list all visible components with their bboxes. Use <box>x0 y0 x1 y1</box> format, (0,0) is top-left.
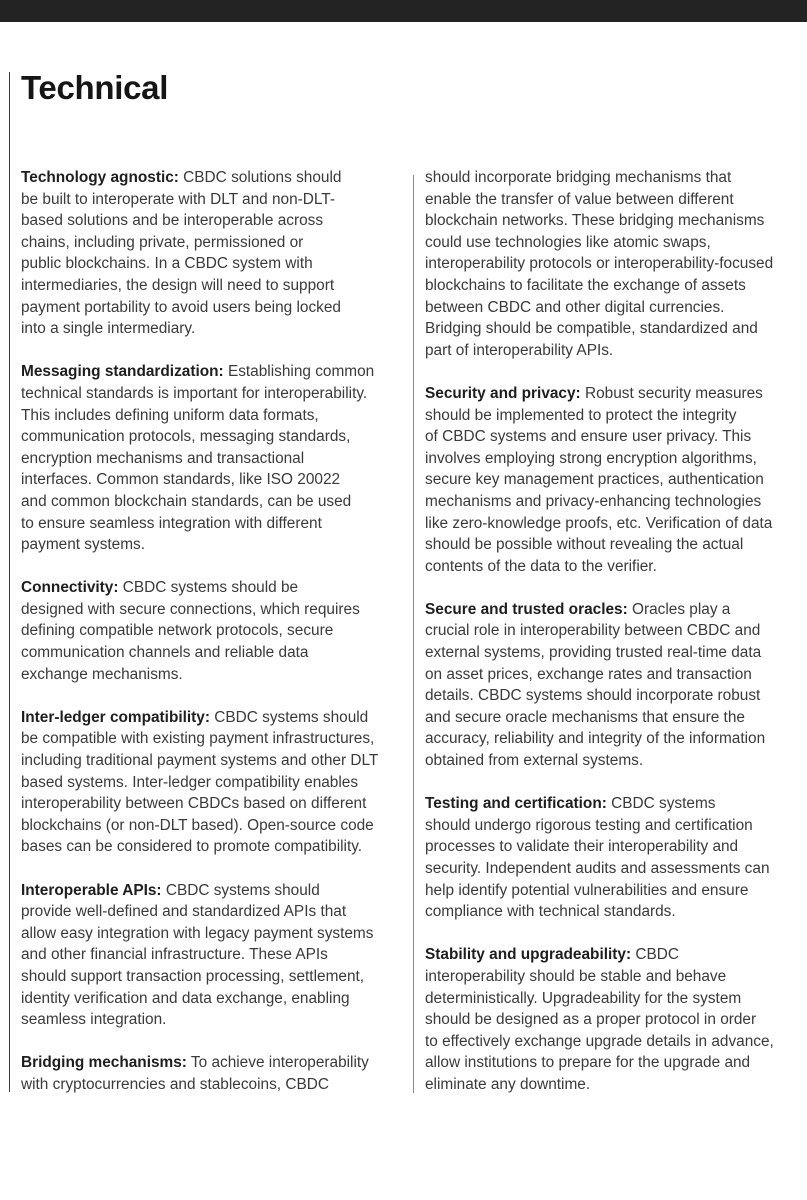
text-line <box>21 901 406 923</box>
text-line <box>425 232 803 254</box>
body-text: deterministically. Upgradeability for the system <box>425 989 742 1007</box>
text-line <box>425 167 803 189</box>
body-text: public blockchains. In a CBDC system with <box>21 255 313 273</box>
body-text: crucial role in interoperability between CBDC and <box>425 622 761 640</box>
body-text: communication protocols, messaging standards, <box>21 428 351 446</box>
text-line <box>425 405 803 427</box>
body-text: CBDC systems <box>606 795 716 813</box>
text-line <box>425 534 803 556</box>
text-line <box>425 944 803 966</box>
body-text: payment systems. <box>21 536 146 554</box>
body-text: interoperability between CBDCs based on different <box>21 795 367 813</box>
body-text: exchange mechanisms. <box>21 665 183 683</box>
text-line <box>21 988 406 1010</box>
text-line <box>21 836 406 858</box>
text-line <box>425 513 803 535</box>
body-text: like zero-knowledge proofs, etc. Verification of data <box>425 514 773 532</box>
text-line <box>21 189 406 211</box>
text-line <box>21 815 406 837</box>
text-line <box>425 297 803 319</box>
body-text: enable the transfer of value between different <box>425 190 734 208</box>
text-line <box>425 253 803 275</box>
text-line <box>425 966 803 988</box>
text-line <box>21 1009 406 1031</box>
text-line <box>21 253 406 275</box>
body-text: should be implemented to protect the integrity <box>425 406 737 424</box>
body-text: allow institutions to prepare for the upgrade and <box>425 1054 751 1072</box>
text-line <box>21 210 406 232</box>
left-section-interoperable-apis <box>21 880 406 1031</box>
body-text: Robust security measures <box>580 384 763 402</box>
text-line <box>21 232 406 254</box>
text-line <box>21 577 406 599</box>
left-section-inter-ledger-compatibility <box>21 707 406 858</box>
body-text: CBDC solutions should <box>178 169 342 186</box>
text-line <box>21 880 406 902</box>
body-text: into a single intermediary. <box>21 320 196 338</box>
body-text: CBDC systems should <box>161 881 320 899</box>
left-section-bridging-mechanisms <box>21 1052 406 1095</box>
section-heading: Bridging mechanisms: <box>21 1054 187 1072</box>
text-line <box>21 469 406 491</box>
text-line <box>21 491 406 513</box>
text-line <box>425 750 803 772</box>
right-section-security-and-privacy <box>425 383 803 577</box>
body-text: and other financial infrastructure. These APIs <box>21 946 328 964</box>
body-text: help identify potential vulnerabilities and ensure <box>425 881 749 899</box>
body-text: designed with secure connections, which requires <box>21 600 360 618</box>
body-text: to effectively exchange upgrade details in advance, <box>425 1032 774 1050</box>
text-line <box>425 340 803 362</box>
body-text: eliminate any downtime. <box>425 1075 591 1093</box>
body-text: obtained from external systems. <box>425 752 644 770</box>
section-heading: Security and privacy: <box>425 384 581 402</box>
text-line <box>21 383 406 405</box>
text-line <box>21 923 406 945</box>
text-line <box>21 426 406 448</box>
body-text: contents of the data to the verifier. <box>425 557 657 575</box>
right-section-testing-and-certification <box>425 793 803 923</box>
text-line <box>425 599 803 621</box>
text-line <box>425 836 803 858</box>
body-text: mechanisms and privacy-enhancing technologies <box>425 492 762 510</box>
body-text: should incorporate bridging mechanisms that <box>425 169 732 186</box>
text-line <box>425 469 803 491</box>
right-section-stability-and-upgradeability <box>425 944 803 1095</box>
body-text: be built to interoperate with DLT and non-DLT- <box>21 190 335 208</box>
column-divider <box>413 175 414 1093</box>
body-text: to ensure seamless integration with different <box>21 514 322 532</box>
text-line <box>21 405 406 427</box>
text-line <box>21 1074 406 1096</box>
text-line <box>425 664 803 686</box>
text-line <box>425 901 803 923</box>
text-line <box>21 599 406 621</box>
text-line <box>425 426 803 448</box>
text-line <box>425 988 803 1010</box>
text-line <box>425 1052 803 1074</box>
text-line <box>425 728 803 750</box>
body-text: CBDC systems should <box>210 708 369 726</box>
body-text: allow easy integration with legacy payment systems <box>21 924 374 942</box>
text-line <box>21 642 406 664</box>
section-heading: Testing and certification: <box>425 795 607 813</box>
body-text: should undergo rigorous testing and certification <box>425 816 753 834</box>
body-text: and common blockchain standards, can be used <box>21 492 352 510</box>
page-title: Technical <box>21 69 169 106</box>
body-text: including traditional payment systems and other DLT <box>21 752 379 770</box>
left-column <box>21 167 406 1117</box>
body-text: interfaces. Common standards, like ISO 20022 <box>21 471 341 489</box>
body-text: payment portability to avoid users being locked <box>21 298 341 316</box>
text-line <box>425 556 803 578</box>
text-line <box>21 944 406 966</box>
body-text: defining compatible network protocols, secure <box>21 622 334 640</box>
text-line <box>21 707 406 729</box>
body-text: based systems. Inter-ledger compatibility enables <box>21 773 359 791</box>
text-line <box>425 642 803 664</box>
section-heading: Stability and upgradeability: <box>425 946 632 964</box>
body-text: should be designed as a proper protocol in order <box>425 1011 757 1029</box>
right-section-secure-and-trusted-oracles <box>425 599 803 772</box>
text-line <box>425 275 803 297</box>
left-margin-rule <box>9 72 10 1092</box>
text-line <box>21 620 406 642</box>
body-text: of CBDC systems and ensure user privacy. This <box>425 428 752 446</box>
body-text: provide well-defined and standardized APIs that <box>21 903 347 921</box>
body-text: external systems, providing trusted real-time data <box>425 644 762 662</box>
body-text: be compatible with existing payment infrastructures, <box>21 730 375 748</box>
text-line <box>21 448 406 470</box>
body-text: and secure oracle mechanisms that ensure the <box>425 708 745 726</box>
text-line <box>425 793 803 815</box>
body-text: blockchains (or non-DLT based). Open-source code <box>21 816 374 834</box>
section-heading: Technology agnostic: <box>21 169 179 186</box>
text-line <box>425 707 803 729</box>
text-line <box>425 448 803 470</box>
text-line <box>21 297 406 319</box>
body-text: secure key management practices, authentication <box>425 471 764 489</box>
text-line <box>21 318 406 340</box>
body-text: details. CBDC systems should incorporate robust <box>425 687 761 705</box>
body-text: communication channels and reliable data <box>21 644 309 662</box>
text-line <box>425 1074 803 1096</box>
body-text: This includes defining uniform data formats, <box>21 406 319 424</box>
text-line <box>21 966 406 988</box>
text-line <box>21 361 406 383</box>
text-line <box>21 750 406 772</box>
text-line <box>21 1052 406 1074</box>
right-section-continued-paragraph <box>425 167 803 361</box>
body-text: blockchain networks. These bridging mechanisms <box>425 212 765 230</box>
text-line <box>21 664 406 686</box>
body-text: encryption mechanisms and transactional <box>21 449 305 467</box>
text-line <box>425 685 803 707</box>
section-heading: Secure and trusted oracles: <box>425 600 628 618</box>
top-bar <box>0 0 807 22</box>
section-heading: Connectivity: <box>21 579 119 597</box>
body-text: Establishing common <box>223 363 375 381</box>
text-line <box>425 383 803 405</box>
text-line <box>21 275 406 297</box>
text-line <box>425 1031 803 1053</box>
body-text: CBDC systems should be <box>118 579 299 597</box>
body-text: involves employing strong encryption algorithms, <box>425 449 757 467</box>
body-text: security. Independent audits and assessments can <box>425 860 770 877</box>
text-line <box>21 534 406 556</box>
left-section-technology-agnostic <box>21 167 406 340</box>
text-line <box>21 728 406 750</box>
body-text: part of interoperability APIs. <box>425 341 614 359</box>
body-text: interoperability should be stable and behave <box>425 967 727 985</box>
text-line <box>425 880 803 902</box>
body-text: Bridging should be compatible, standardized and <box>425 320 758 338</box>
body-text: could use technologies like atomic swaps, <box>425 233 711 251</box>
text-line <box>425 189 803 211</box>
body-text: on asset prices, exchange rates and transaction <box>425 665 752 683</box>
body-text: compliance with technical standards. <box>425 903 676 921</box>
body-text: interoperability protocols or interoperability-focused <box>425 255 774 273</box>
body-text: intermediaries, the design will need to support <box>21 276 335 294</box>
body-text: based solutions and be interoperable across <box>21 212 324 230</box>
section-heading: Inter-ledger compatibility: <box>21 708 210 726</box>
body-text: blockchains to facilitate the exchange of assets <box>425 276 746 294</box>
text-line <box>425 210 803 232</box>
text-line <box>425 620 803 642</box>
body-text: processes to validate their interoperability and <box>425 838 739 856</box>
text-line <box>21 513 406 535</box>
body-text: technical standards is important for interoperability. <box>21 384 368 402</box>
section-heading: Interoperable APIs: <box>21 881 162 899</box>
body-text: chains, including private, permissioned or <box>21 233 304 251</box>
body-text: identity verification and data exchange, enabling <box>21 989 350 1007</box>
body-text: accuracy, reliability and integrity of the information <box>425 730 766 748</box>
text-line <box>21 167 406 189</box>
text-line <box>425 318 803 340</box>
text-line <box>21 793 406 815</box>
right-column <box>425 167 803 1117</box>
body-text: CBDC <box>631 946 679 964</box>
left-section-messaging-standardization <box>21 361 406 555</box>
text-line <box>21 772 406 794</box>
body-text: bases can be considered to promote compatibility. <box>21 838 363 856</box>
body-text: To achieve interoperability <box>186 1054 369 1072</box>
left-section-connectivity <box>21 577 406 685</box>
text-line <box>425 491 803 513</box>
text-line <box>425 858 803 880</box>
body-text: between CBDC and other digital currencies. <box>425 298 725 316</box>
body-text: with cryptocurrencies and stablecoins, CBDC <box>21 1075 329 1093</box>
text-line <box>425 1009 803 1031</box>
body-text: should be possible without revealing the actual <box>425 536 744 554</box>
body-text: should support transaction processing, settlement, <box>21 967 365 985</box>
body-text: Oracles play a <box>627 600 731 618</box>
text-line <box>425 815 803 837</box>
body-text: seamless integration. <box>21 1011 167 1029</box>
section-heading: Messaging standardization: <box>21 363 224 381</box>
